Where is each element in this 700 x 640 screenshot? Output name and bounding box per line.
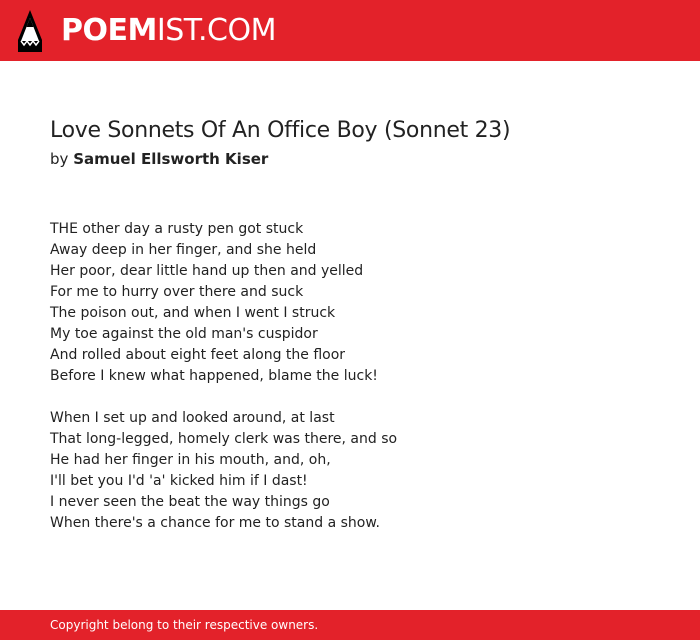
site-footer: [0, 610, 700, 640]
poem-line: Away deep in her finger, and she held: [50, 242, 317, 258]
byline: [50, 148, 650, 170]
poem-line: When there's a chance for me to stand a show.: [50, 515, 380, 531]
logo-text-bold: POEM: [61, 13, 157, 48]
poem-body: [50, 219, 650, 534]
poem-line: THE other day a rusty pen got stuck: [50, 221, 304, 237]
poem-line: That long-legged, homely clerk was there, and so: [50, 431, 398, 447]
stanza: [50, 408, 650, 534]
poem-line: He had her finger in his mouth, and, oh,: [50, 452, 331, 468]
poem-title: Love Sonnets Of An Office Boy (Sonnet 23): [50, 118, 511, 143]
stanza: [50, 219, 650, 387]
author-name[interactable]: Samuel Ellsworth Kiser: [73, 150, 269, 168]
poem-line: I'll bet you I'd 'a' kicked him if I dast!: [50, 473, 308, 489]
pencil-tip-icon: [18, 10, 42, 52]
poem-line: For me to hurry over there and suck: [50, 284, 304, 300]
poem-line: I never seen the beat the way things go: [50, 494, 330, 510]
site-header: [0, 0, 700, 61]
copyright-notice: Copyright belong to their respective owners.: [50, 618, 319, 632]
poem-line: And rolled about eight feet along the floor: [50, 347, 346, 363]
site-logo[interactable]: [61, 13, 276, 49]
logo-text-light: IST.COM: [156, 13, 276, 48]
poem-line: When I set up and looked around, at last: [50, 410, 335, 426]
poem-line: My toe against the old man's cuspidor: [50, 326, 318, 342]
by-label: by: [50, 150, 69, 168]
poem-content: [50, 116, 650, 555]
poem-line: The poison out, and when I went I struck: [50, 305, 336, 321]
poem-line: Her poor, dear little hand up then and yelled: [50, 263, 364, 279]
poem-line: Before I knew what happened, blame the luck!: [50, 368, 378, 384]
